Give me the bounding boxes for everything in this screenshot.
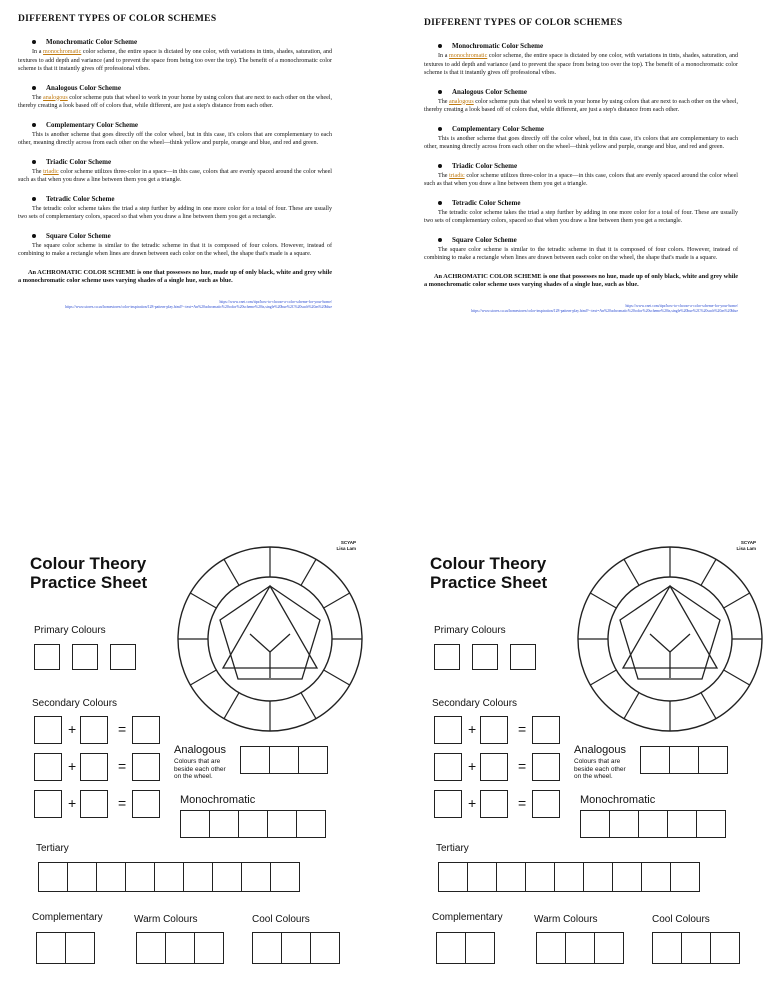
color-box[interactable] <box>238 810 268 838</box>
inner-lines <box>250 634 290 652</box>
color-box[interactable] <box>565 932 595 964</box>
scheme-description: In a monochromatic color scheme, the entire space is dictated by one color, with variations in tints, shades, saturation, and textures to add depth and variance (and to prevent the space from being too over the top). The benefit of a monochromatic color scheme is that it instantly gives off professional vibes. <box>18 49 332 72</box>
achromatic-paragraph: An ACHROMATIC COLOR SCHEME is one that possesses no hue, made up of only black, white and grey while a monochromatic color scheme uses varying shades of a single hue, such as blue. <box>424 272 738 288</box>
plus-sign: + <box>468 721 477 737</box>
secondary-label: Secondary Colours <box>32 698 118 709</box>
color-box[interactable] <box>641 862 671 892</box>
scheme-entry <box>18 121 332 148</box>
scheme-description: The analogous color scheme puts that wheel to work in your home by using colors that are next to each other on the wheel, thereby creating a look based off of colors that, while different, are just a step's distance from each other. <box>18 94 332 109</box>
scheme-heading: Analogous Color Scheme <box>424 88 738 96</box>
sources <box>424 304 738 314</box>
color-box[interactable] <box>612 862 642 892</box>
sheet-title: Colour Theory Practice Sheet <box>30 554 148 592</box>
sheet-slot-left <box>30 540 360 970</box>
wheel-segment-divider <box>701 693 716 719</box>
equals-sign: = <box>118 721 127 737</box>
source-link-2[interactable]: https://www.stores.ca.us/homestores/color-inspiration/128-pattern-play.html?~:text=An%20achromatic%20color%20scheme%20is,single%20hue%2C%20such%20as%20blue <box>471 308 738 313</box>
bullet-icon <box>32 86 36 90</box>
scheme-heading: Square Color Scheme <box>424 236 738 244</box>
wheel-segment-divider <box>190 593 216 608</box>
tertiary-label: Tertiary <box>36 843 69 854</box>
color-box[interactable] <box>640 746 670 774</box>
scheme-description: The triadic color scheme utilizes three-color in a space—in this case, colors that are evenly spaced around the color wheel such as that when you draw a line between them you get a triangle. <box>424 172 738 187</box>
scheme-heading: Monochromatic Color Scheme <box>424 42 738 50</box>
scheme-entry <box>424 236 738 263</box>
color-box[interactable] <box>209 810 239 838</box>
tertiary-label: Tertiary <box>436 843 469 854</box>
plus-sign: + <box>468 758 477 774</box>
source-link-1[interactable]: https://www.cnet.com/tips/how-to-choose-a-color-scheme-for-your-home/ <box>625 303 738 308</box>
wheel-segment-divider <box>624 559 639 585</box>
color-box[interactable] <box>510 644 536 670</box>
color-box[interactable] <box>241 862 271 892</box>
source-link-1[interactable]: https://www.cnet.com/tips/how-to-choose-a-color-scheme-for-your-home/ <box>219 299 332 304</box>
color-box[interactable] <box>298 746 328 774</box>
bullet-icon <box>32 234 36 238</box>
scheme-heading: Triadic Color Scheme <box>18 158 332 166</box>
color-box[interactable] <box>710 932 740 964</box>
color-box[interactable] <box>696 810 726 838</box>
scheme-entry <box>18 38 332 74</box>
equals-sign: = <box>518 758 527 774</box>
wheel-segments <box>178 547 362 731</box>
scheme-description: This is another scheme that goes directly off the color wheel, but in this case, it's colors that are complementary to each other, meaning directly across from each other on the wheel—think yellow and purple, orange and blue, and red and green. <box>424 135 738 150</box>
color-wheel <box>575 544 765 734</box>
scheme-link[interactable]: analogous <box>43 94 68 101</box>
complementary-label: Complementary <box>32 912 103 923</box>
color-box[interactable] <box>532 716 560 744</box>
bullet-icon <box>438 164 442 168</box>
color-box[interactable] <box>434 716 462 744</box>
color-wheel <box>175 544 365 734</box>
tertiary-boxes <box>438 862 700 892</box>
wheel-segment-divider <box>301 693 316 719</box>
color-box[interactable] <box>240 746 270 774</box>
wheel-segment-divider <box>324 670 350 685</box>
bullet-icon <box>32 40 36 44</box>
color-box[interactable] <box>434 753 462 781</box>
scheme-link[interactable]: monochromatic <box>449 53 488 59</box>
bullet-icon <box>438 44 442 48</box>
color-box[interactable] <box>669 746 699 774</box>
scheme-list <box>18 38 332 259</box>
color-box[interactable] <box>96 862 126 892</box>
scheme-link[interactable]: monochromatic <box>43 49 82 55</box>
secondary-label: Secondary Colours <box>432 698 518 709</box>
complementary-label: Complementary <box>432 912 503 923</box>
complementary-boxes <box>36 932 95 964</box>
color-box[interactable] <box>165 932 195 964</box>
sheet-slot-right <box>430 540 760 970</box>
color-box[interactable] <box>554 862 584 892</box>
color-box[interactable] <box>480 753 508 781</box>
color-box[interactable] <box>65 932 95 964</box>
wheel-segments <box>578 547 762 731</box>
wheel-segment-divider <box>724 670 750 685</box>
color-box[interactable] <box>583 862 613 892</box>
analogous-boxes <box>640 746 728 774</box>
monochromatic-boxes <box>580 810 726 838</box>
color-box[interactable] <box>136 932 166 964</box>
color-box[interactable] <box>269 746 299 774</box>
color-box[interactable] <box>532 790 560 818</box>
color-box[interactable] <box>434 644 460 670</box>
color-box[interactable] <box>532 753 560 781</box>
scheme-link[interactable]: triadic <box>43 168 59 175</box>
scheme-heading: Analogous Color Scheme <box>18 84 332 92</box>
cool-colours-label: Cool Colours <box>652 914 710 925</box>
primary-boxes <box>434 644 536 670</box>
color-box[interactable] <box>80 790 108 818</box>
bullet-icon <box>32 123 36 127</box>
color-box[interactable] <box>212 862 242 892</box>
monochromatic-boxes <box>180 810 326 838</box>
color-box[interactable] <box>80 753 108 781</box>
color-box[interactable] <box>110 644 136 670</box>
scheme-heading: Triadic Color Scheme <box>424 162 738 170</box>
wheel-segment-divider <box>190 670 216 685</box>
color-box[interactable] <box>183 862 213 892</box>
equals-sign: = <box>518 795 527 811</box>
scheme-entry <box>18 232 332 259</box>
plus-sign: + <box>468 795 477 811</box>
color-box[interactable] <box>652 932 682 964</box>
color-box[interactable] <box>698 746 728 774</box>
color-box[interactable] <box>467 862 497 892</box>
scheme-link[interactable]: analogous <box>449 98 474 105</box>
warm-colours-boxes <box>136 932 224 964</box>
equals-sign: = <box>118 758 127 774</box>
bullet-icon <box>32 197 36 201</box>
color-box[interactable] <box>670 862 700 892</box>
scheme-heading: Tetradic Color Scheme <box>18 195 332 203</box>
wheel-segment-divider <box>701 559 716 585</box>
document-panel-right <box>424 18 738 314</box>
scheme-entry <box>424 88 738 115</box>
scheme-heading: Tetradic Color Scheme <box>424 199 738 207</box>
color-box[interactable] <box>609 810 639 838</box>
bullet-icon <box>438 238 442 242</box>
monochromatic-label: Monochromatic <box>180 794 256 806</box>
color-box[interactable] <box>594 932 624 964</box>
sheet-title: Colour Theory Practice Sheet <box>430 554 548 592</box>
plus-sign: + <box>68 721 77 737</box>
color-box[interactable] <box>480 790 508 818</box>
color-box[interactable] <box>310 932 340 964</box>
analogous-note: Colours that are beside each other on the wheel. <box>574 758 626 780</box>
warm-colours-label: Warm Colours <box>134 914 198 925</box>
scheme-entry <box>18 158 332 185</box>
scheme-entry <box>424 199 738 226</box>
scheme-heading: Complementary Color Scheme <box>424 125 738 133</box>
scheme-description: This is another scheme that goes directly off the color wheel, but in this case, it's colors that are complementary to each other, meaning directly across from each other on the wheel—think yellow and purple, orange and blue, and red and green. <box>18 131 332 146</box>
equals-sign: = <box>518 721 527 737</box>
color-box[interactable] <box>154 862 184 892</box>
inner-lines <box>650 634 690 652</box>
scheme-entry <box>18 84 332 111</box>
wheel-segment-divider <box>224 693 239 719</box>
wheel-segment-divider <box>224 559 239 585</box>
equals-sign: = <box>118 795 127 811</box>
color-box[interactable] <box>496 862 526 892</box>
bullet-icon <box>438 127 442 131</box>
color-box[interactable] <box>34 753 62 781</box>
color-box[interactable] <box>252 932 282 964</box>
sources <box>18 300 332 310</box>
warm-colours-label: Warm Colours <box>534 914 598 925</box>
color-box[interactable] <box>180 810 210 838</box>
cool-colours-boxes <box>652 932 740 964</box>
primary-label: Primary Colours <box>34 625 106 636</box>
document-title: DIFFERENT TYPES OF COLOR SCHEMES <box>424 18 623 28</box>
scheme-description: The tetradic color scheme takes the triad a step further by adding in one more color for a total of four. These are usually two sets of complementary colors, spaced so that when you draw a line between them you get a rectangle. <box>424 209 738 224</box>
document-title: DIFFERENT TYPES OF COLOR SCHEMES <box>18 14 217 24</box>
color-box[interactable] <box>72 644 98 670</box>
scheme-description: The tetradic color scheme takes the triad a step further by adding in one more color for a total of four. These are usually two sets of complementary colors, spaced so that when you draw a line between them you get a rectangle. <box>18 205 332 220</box>
color-box[interactable] <box>34 716 62 744</box>
color-box[interactable] <box>194 932 224 964</box>
color-box[interactable] <box>281 932 311 964</box>
warm-colours-boxes <box>536 932 624 964</box>
color-box[interactable] <box>638 810 668 838</box>
wheel-segment-divider <box>624 693 639 719</box>
color-box[interactable] <box>267 810 297 838</box>
color-box[interactable] <box>434 790 462 818</box>
achromatic-paragraph: An ACHROMATIC COLOR SCHEME is one that possesses no hue, made up of only black, white and grey while a monochromatic color scheme uses varying shades of a single hue, such as blue. <box>18 268 332 284</box>
scheme-description: The square color scheme is similar to the tetradic scheme in that it is composed of four colors. However, instead of combining to make a rectangle when lines are drawn between each color on the wheel, the shape that's made is a square. <box>424 246 738 261</box>
color-box[interactable] <box>525 862 555 892</box>
author-credit: SCYAP Lisa Lam <box>736 540 756 551</box>
practice-sheet <box>430 540 760 970</box>
plus-sign: + <box>68 795 77 811</box>
color-box[interactable] <box>34 644 60 670</box>
color-box[interactable] <box>36 932 66 964</box>
color-box[interactable] <box>681 932 711 964</box>
scheme-entry <box>424 42 738 78</box>
color-box[interactable] <box>125 862 155 892</box>
color-box[interactable] <box>132 753 160 781</box>
color-box[interactable] <box>67 862 97 892</box>
wheel-segment-divider <box>324 593 350 608</box>
complementary-boxes <box>436 932 495 964</box>
analogous-label: Analogous <box>574 744 626 756</box>
tertiary-boxes <box>38 862 300 892</box>
bullet-icon <box>438 90 442 94</box>
color-box[interactable] <box>34 790 62 818</box>
color-box[interactable] <box>132 790 160 818</box>
primary-boxes <box>34 644 136 670</box>
scheme-link[interactable]: triadic <box>449 172 465 179</box>
scheme-heading: Square Color Scheme <box>18 232 332 240</box>
scheme-entry <box>18 195 332 222</box>
bullet-icon <box>32 160 36 164</box>
practice-sheet <box>30 540 360 970</box>
scheme-list <box>424 42 738 263</box>
color-box[interactable] <box>438 862 468 892</box>
analogous-boxes <box>240 746 328 774</box>
color-box[interactable] <box>132 716 160 744</box>
color-box[interactable] <box>465 932 495 964</box>
primary-label: Primary Colours <box>434 625 506 636</box>
wheel-segment-divider <box>301 559 316 585</box>
color-box[interactable] <box>667 810 697 838</box>
scheme-description: The triadic color scheme utilizes three-color in a space—in this case, colors that are evenly spaced around the color wheel such as that when you draw a line between them you get a triangle. <box>18 168 332 183</box>
wheel-segment-divider <box>724 593 750 608</box>
color-box[interactable] <box>472 644 498 670</box>
analogous-label: Analogous <box>174 744 226 756</box>
color-box[interactable] <box>536 932 566 964</box>
color-box[interactable] <box>296 810 326 838</box>
analogous-note: Colours that are beside each other on the wheel. <box>174 758 226 780</box>
scheme-description: The square color scheme is similar to the tetradic scheme in that it is composed of four colors. However, instead of combining to make a rectangle when lines are drawn between each color on the wheel, the shape that's made is a square. <box>18 242 332 257</box>
cool-colours-boxes <box>252 932 340 964</box>
document-panel-left <box>18 14 332 310</box>
scheme-heading: Complementary Color Scheme <box>18 121 332 129</box>
cool-colours-label: Cool Colours <box>252 914 310 925</box>
color-box[interactable] <box>480 716 508 744</box>
scheme-description: The analogous color scheme puts that wheel to work in your home by using colors that are next to each other on the wheel, thereby creating a look based off of colors that, while different, are just a step's distance from each other. <box>424 98 738 113</box>
source-link-2[interactable]: https://www.stores.ca.us/homestores/color-inspiration/128-pattern-play.html?~:text=An%20achromatic%20color%20scheme%20is,single%20hue%2C%20such%20as%20blue <box>65 304 332 309</box>
scheme-entry <box>424 162 738 189</box>
color-box[interactable] <box>436 932 466 964</box>
bullet-icon <box>438 201 442 205</box>
color-box[interactable] <box>38 862 68 892</box>
plus-sign: + <box>68 758 77 774</box>
wheel-segment-divider <box>590 670 616 685</box>
color-box[interactable] <box>80 716 108 744</box>
scheme-heading: Monochromatic Color Scheme <box>18 38 332 46</box>
author-credit: SCYAP Lisa Lam <box>336 540 356 551</box>
wheel-segment-divider <box>590 593 616 608</box>
color-box[interactable] <box>580 810 610 838</box>
color-box[interactable] <box>270 862 300 892</box>
monochromatic-label: Monochromatic <box>580 794 656 806</box>
scheme-entry <box>424 125 738 152</box>
scheme-description: In a monochromatic color scheme, the entire space is dictated by one color, with variations in tints, shades, saturation, and textures to add depth and variance (and to prevent the space from being too over the top). The benefit of a monochromatic color scheme is that it instantly gives off professional vibes. <box>424 53 738 76</box>
